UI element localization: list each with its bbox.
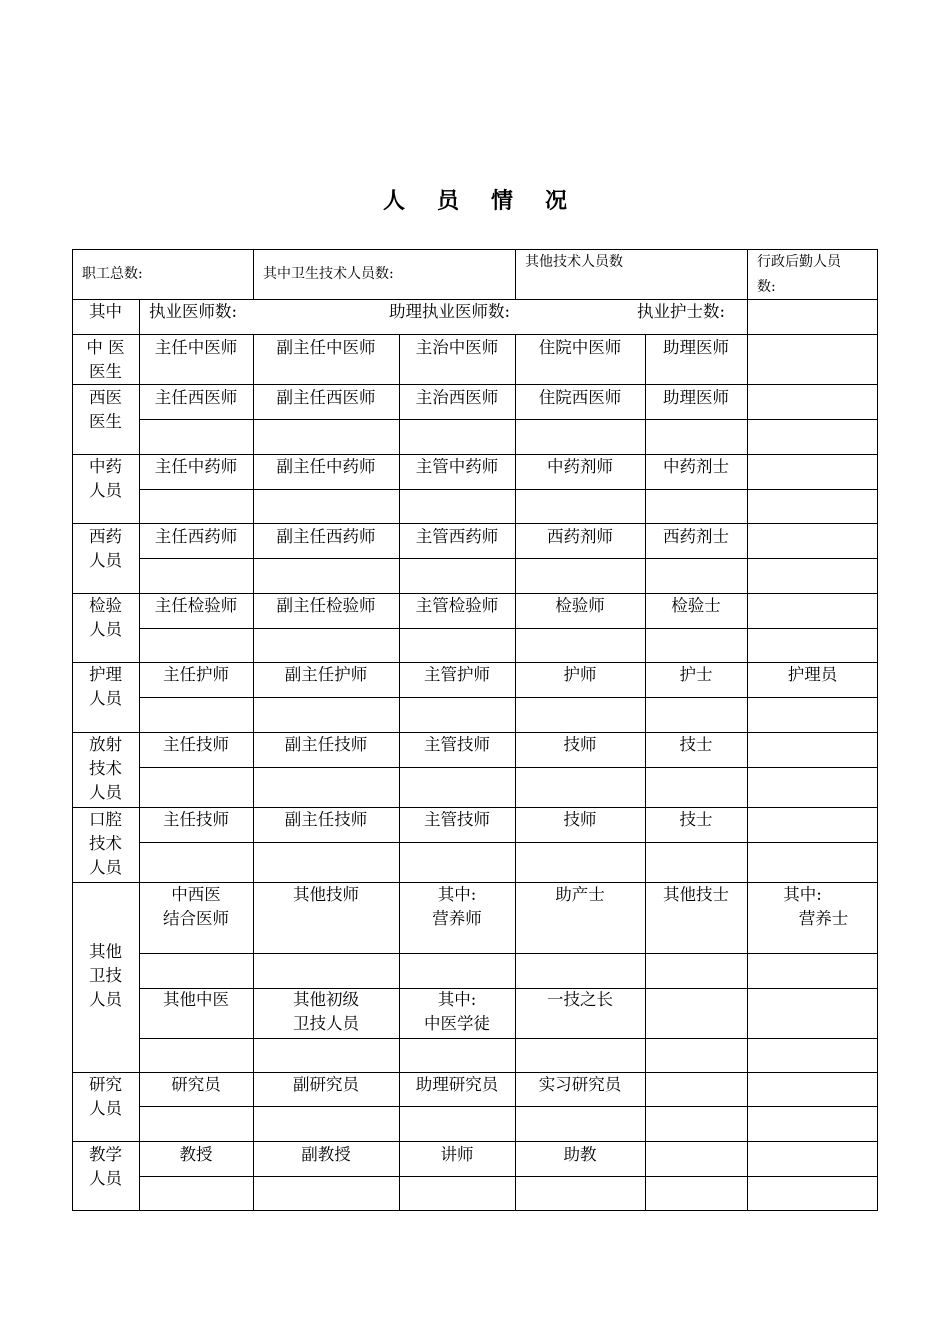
- subrow-divider: [139, 697, 878, 698]
- title-cell: 讲师: [440, 1145, 474, 1164]
- title-cell: 助理研究员: [415, 1075, 499, 1094]
- title-cell: 检验士: [671, 596, 721, 615]
- title-cell: 技师: [563, 810, 597, 829]
- title-cell: 技师: [563, 735, 597, 754]
- title-cell: 检验师: [555, 596, 605, 615]
- title-cell: 其他初级 卫技人员: [293, 990, 359, 1033]
- title-cell: 其中: 营养师: [432, 885, 482, 928]
- title-cell: 主管中药师: [415, 457, 499, 476]
- total-staff-label: 职工总数:: [82, 266, 143, 282]
- title-cell: 主治中医师: [415, 338, 499, 357]
- title-cell: 主任检验师: [154, 596, 238, 615]
- title-char: 情: [491, 189, 514, 214]
- col-divider: [747, 299, 748, 1211]
- col-divider: [515, 249, 516, 299]
- title-cell: 主管护师: [424, 665, 490, 684]
- category-label: 中药 人员: [89, 457, 122, 500]
- category-label: 其他 卫技 人员: [89, 942, 122, 1009]
- subrow-divider: [139, 1176, 878, 1177]
- title-cell: 主治西医师: [415, 388, 499, 407]
- title-cell: 教授: [179, 1145, 213, 1164]
- category-label: 教学 人员: [89, 1145, 122, 1188]
- title-char: 况: [545, 189, 568, 214]
- title-cell: 其他技士: [663, 885, 729, 904]
- title-cell: 主任西医师: [154, 388, 238, 407]
- subrow-divider: [139, 489, 878, 490]
- title-cell: 副研究员: [293, 1075, 359, 1094]
- category-label: 护理 人员: [89, 665, 122, 708]
- subrow-divider: [139, 1038, 878, 1039]
- title-cell: 其中: 营养士: [783, 885, 849, 928]
- category-label: 口腔 技术 人员: [89, 810, 122, 877]
- subrow-divider: [139, 558, 878, 559]
- among-label: 其中: [89, 302, 122, 321]
- row-divider: [72, 384, 878, 385]
- title-cell: 西药剂士: [663, 527, 729, 546]
- row-divider: [72, 523, 878, 524]
- title-cell: 副主任护师: [284, 665, 368, 684]
- title-cell: 主管技师: [424, 735, 490, 754]
- title-cell: 中西医 结合医师: [163, 885, 229, 928]
- title-cell: 中药剂师: [547, 457, 613, 476]
- title-cell: 其中: 中医学徒: [424, 990, 490, 1033]
- title-cell: 副主任中医师: [276, 338, 376, 357]
- title-cell: 技士: [679, 735, 713, 754]
- title-cell: 实习研究员: [538, 1075, 622, 1094]
- title-cell: 住院西医师: [538, 388, 622, 407]
- title-cell: 主任护师: [163, 665, 229, 684]
- title-cell: 主管西药师: [415, 527, 499, 546]
- subrow-divider: [139, 628, 878, 629]
- assistant-physicians-label: 助理执业医师数:: [389, 302, 511, 321]
- title-cell: 副教授: [301, 1145, 351, 1164]
- subrow-divider: [139, 842, 878, 843]
- subrow-divider: [139, 1106, 878, 1107]
- title-cell: 主任技师: [163, 735, 229, 754]
- title-cell: 助理医师: [663, 338, 729, 357]
- page-title: [0, 184, 950, 215]
- health-tech-label: 其中卫生技术人员数:: [263, 266, 394, 282]
- title-cell: 西药剂师: [547, 527, 613, 546]
- title-cell: 中药剂士: [663, 457, 729, 476]
- subrow-divider: [139, 953, 878, 954]
- title-cell: 副主任西药师: [276, 527, 376, 546]
- col-divider: [253, 249, 254, 299]
- category-label: 中 医 医生: [86, 338, 125, 381]
- title-cell: 副主任技师: [284, 810, 368, 829]
- title-cell: 主管技师: [424, 810, 490, 829]
- title-cell: 主任中药师: [154, 457, 238, 476]
- title-cell: 助理医师: [663, 388, 729, 407]
- category-label: 放射 技术 人员: [89, 735, 122, 802]
- admin-staff-label-2: 数:: [757, 279, 776, 295]
- title-cell: 助教: [563, 1145, 597, 1164]
- row-divider: [72, 334, 878, 335]
- title-char: 员: [436, 189, 459, 214]
- category-label: 检验 人员: [89, 596, 122, 639]
- title-cell: 护士: [679, 665, 713, 684]
- title-cell: 副主任技师: [284, 735, 368, 754]
- nurses-label: 执业护士数:: [637, 302, 726, 321]
- title-char: 人: [382, 189, 405, 214]
- title-cell: 护理员: [787, 665, 838, 684]
- physicians-label: 执业医师数:: [149, 302, 238, 321]
- title-cell: 主任技师: [163, 810, 229, 829]
- title-cell: 护师: [563, 665, 597, 684]
- category-label: 研究 人员: [89, 1075, 122, 1118]
- title-cell: 技士: [679, 810, 713, 829]
- category-label: 西药 人员: [89, 527, 122, 570]
- title-cell: 副主任检验师: [276, 596, 376, 615]
- title-cell: 主任西药师: [154, 527, 238, 546]
- title-cell: 助产士: [555, 885, 605, 904]
- title-cell: 主管检验师: [415, 596, 499, 615]
- title-cell: 住院中医师: [538, 338, 622, 357]
- title-cell: 副主任西医师: [276, 388, 376, 407]
- title-cell: 一技之长: [547, 990, 613, 1009]
- subrow-divider: [139, 419, 878, 420]
- category-label: 西医 医生: [89, 388, 122, 431]
- other-tech-label: 其他技术人员数: [525, 254, 623, 270]
- title-cell: 其他技师: [293, 885, 359, 904]
- subrow-divider: [139, 767, 878, 768]
- col-divider: [747, 249, 748, 299]
- title-cell: 副主任中药师: [276, 457, 376, 476]
- row-divider: [72, 1141, 878, 1142]
- title-cell: 其他中医: [163, 990, 229, 1009]
- title-cell: 主任中医师: [154, 338, 238, 357]
- title-cell: 研究员: [171, 1075, 221, 1094]
- admin-staff-label: 行政后勤人员: [757, 254, 841, 270]
